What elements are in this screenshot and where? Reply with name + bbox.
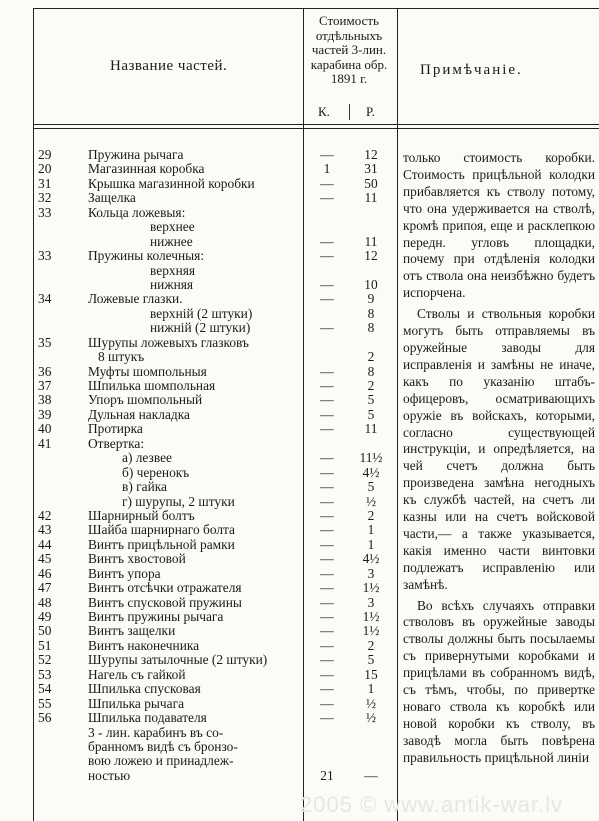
table-row: [0, 740, 400, 754]
part-name: Протирка: [88, 421, 143, 437]
price-kopeks: —: [320, 536, 334, 552]
parts-table-body: [0, 148, 400, 783]
price-rubles: 8: [367, 363, 375, 379]
part-number: 45: [38, 551, 52, 567]
table-row: [0, 292, 400, 306]
table-row: [0, 379, 400, 393]
table-row: [0, 220, 400, 234]
price-rubles: 1: [367, 536, 375, 552]
price-kopeks: —: [320, 363, 334, 379]
part-number: 20: [38, 161, 52, 177]
table-row: [0, 437, 400, 451]
part-name: в) гайка: [122, 479, 167, 495]
part-number: 32: [38, 190, 52, 206]
part-name: бранномъ видѣ съ бронзо-: [88, 738, 238, 754]
table-row: [0, 321, 400, 335]
part-name: Упоръ шомпольный: [88, 392, 203, 408]
table-row: [0, 495, 400, 509]
part-name: Ложевые глазки.: [88, 291, 183, 307]
price-kopeks: —: [320, 594, 334, 610]
part-number: 39: [38, 406, 52, 422]
price-kopeks: —: [320, 681, 334, 697]
part-number: 51: [38, 637, 52, 653]
table-row: [0, 567, 400, 581]
part-number: 40: [38, 421, 52, 437]
table-row: [0, 451, 400, 465]
part-number: 44: [38, 536, 52, 552]
price-rubles: 12: [364, 147, 378, 162]
price-rubles: 2: [367, 349, 375, 365]
price-rubles: ½: [365, 710, 377, 726]
part-name: Шайба шарнирнаго болта: [88, 522, 235, 538]
price-kopeks: —: [320, 175, 334, 191]
price-rubles: ½: [365, 493, 377, 509]
price-rubles: 2: [367, 378, 375, 393]
price-rubles: 11½: [359, 450, 383, 466]
table-row: [0, 307, 400, 321]
table-row: [0, 191, 400, 205]
table-row: [0, 408, 400, 422]
table-row: [0, 668, 400, 682]
watermark: 2005 © www.antik-war.lv: [300, 792, 563, 817]
part-name: Пружины колечныя:: [88, 248, 205, 264]
table-row: [0, 538, 400, 552]
price-rubles: 5: [367, 479, 375, 495]
part-number: 56: [38, 710, 52, 726]
table-row: [0, 466, 400, 480]
header-double-rule: [33, 128, 599, 129]
price-rubles: 1½: [362, 623, 380, 639]
part-number: 41: [38, 435, 52, 451]
part-number: 46: [38, 565, 52, 581]
price-kopeks: 1: [323, 161, 331, 177]
price-rubles: 10: [364, 276, 378, 292]
table-row: [0, 769, 400, 783]
price-kopeks: —: [320, 276, 334, 292]
price-kopeks: —: [320, 565, 334, 581]
part-number: 53: [38, 666, 52, 682]
part-name: нижняя: [150, 276, 194, 292]
part-name: б) черенокъ: [122, 464, 190, 480]
part-name: Шпилька рычага: [88, 695, 185, 711]
price-rubles: 5: [367, 652, 375, 668]
price-kopeks: —: [320, 406, 334, 422]
price-kopeks: —: [320, 652, 334, 668]
part-name: Шарнирный болтъ: [88, 507, 195, 523]
price-kopeks: —: [320, 623, 334, 639]
part-name: Нагель съ гайкой: [88, 666, 186, 682]
price-rubles: 3: [367, 594, 375, 610]
note-paragraph: Во всѣхъ случаяхъ отправки стволовъ въ оружейные заводы стволы должны быть посылаемы съ привернутыми коробками и прицѣлами въ собранномъ видѣ, съ тѣмъ, чтобы, по привертке новаго ствола къ коробкѣ или новой коробки къ стволу, въ заводѣ могла быть повѣрена правильность прицѣльной линіи: [403, 597, 595, 765]
part-number: 42: [38, 507, 52, 523]
table-row: [0, 697, 400, 711]
part-number: 43: [38, 522, 52, 538]
price-rubles: 4½: [362, 464, 380, 480]
price-kopeks: —: [320, 522, 334, 538]
table-row: [0, 249, 400, 263]
price-kopeks: —: [320, 479, 334, 495]
part-name: Муфты шомпольныя: [88, 363, 207, 379]
price-rubles: 31: [364, 161, 378, 177]
price-rubles: 8: [367, 305, 375, 321]
price-kopeks: —: [320, 320, 334, 336]
part-number: 38: [38, 392, 52, 408]
part-name: вою ложею и принадлеж-: [88, 753, 234, 769]
price-rubles: 11: [364, 421, 378, 437]
table-row: [0, 148, 400, 162]
part-name: а) лезвее: [122, 450, 172, 466]
table-row: [0, 523, 400, 537]
part-name: верхній (2 штуки): [150, 305, 253, 321]
note-text: [403, 150, 595, 767]
table-row: [0, 336, 400, 350]
table-row: [0, 682, 400, 696]
part-number: 55: [38, 695, 52, 711]
price-kopeks: —: [320, 392, 334, 408]
part-name: Пружина рычага: [88, 147, 184, 162]
price-kopeks: —: [320, 580, 334, 596]
price-rubles: 2: [367, 637, 375, 653]
price-kopeks: —: [320, 378, 334, 393]
table-row: [0, 177, 400, 191]
price-rubles: 4½: [362, 551, 380, 567]
price-rubles: 5: [367, 406, 375, 422]
part-name: Винтъ прицѣльной рамки: [88, 536, 235, 552]
header-kopeks: К.: [318, 104, 330, 119]
part-name: Магазинная коробка: [88, 161, 205, 177]
price-rubles: 15: [364, 666, 378, 682]
header-top-rule: [33, 8, 599, 9]
table-row: [0, 350, 400, 364]
table-row: [0, 235, 400, 249]
part-number: 35: [38, 334, 52, 350]
part-number: 48: [38, 594, 52, 610]
part-name: Винтъ защелки: [88, 623, 176, 639]
table-row: [0, 596, 400, 610]
price-rubles: 12: [364, 248, 378, 264]
price-kopeks: —: [320, 507, 334, 523]
price-kopeks: —: [320, 551, 334, 567]
price-kopeks: 21: [320, 767, 334, 783]
part-number: 52: [38, 652, 52, 668]
table-row: [0, 162, 400, 176]
part-name: Винтъ хвостовой: [88, 551, 186, 567]
part-number: 29: [38, 147, 52, 162]
table-row: [0, 393, 400, 407]
price-rubles: 1½: [362, 580, 380, 596]
part-number: 31: [38, 175, 52, 191]
price-kopeks: —: [320, 464, 334, 480]
part-name: Шпилька шомпольная: [88, 378, 216, 393]
price-rubles: 11: [364, 190, 378, 206]
part-name: 3 - лин. карабинъ въ со-: [88, 724, 224, 740]
price-kopeks: —: [320, 637, 334, 653]
part-name: Винтъ отсѣчки отражателя: [88, 580, 242, 596]
part-number: 33: [38, 204, 52, 220]
part-number: 49: [38, 609, 52, 624]
table-row: [0, 726, 400, 740]
part-name: 8 штукъ: [98, 349, 145, 365]
part-name: Отвертка:: [88, 435, 145, 451]
price-kopeks: —: [320, 421, 334, 437]
part-number: 33: [38, 248, 52, 264]
price-rubles: 5: [367, 392, 375, 408]
table-row: [0, 711, 400, 725]
price-kopeks: —: [320, 493, 334, 509]
part-name: Защелка: [88, 190, 136, 206]
part-number: 54: [38, 681, 52, 697]
table-row: [0, 206, 400, 220]
part-name: верхнее: [150, 219, 195, 235]
price-rubles: 1: [367, 681, 375, 697]
table-row: [0, 754, 400, 768]
header-bottom-rule: [33, 124, 599, 125]
part-name: Винтъ наконечника: [88, 637, 200, 653]
price-kopeks: —: [320, 248, 334, 264]
table-row: [0, 610, 400, 624]
price-rubles: 50: [364, 175, 378, 191]
price-rubles: 9: [367, 291, 375, 307]
part-number: 36: [38, 363, 52, 379]
part-number: 47: [38, 580, 52, 596]
price-rubles: 8: [367, 320, 375, 336]
price-kopeks: —: [320, 291, 334, 307]
table-row: [0, 509, 400, 523]
part-name: Винтъ спусковой пружины: [88, 594, 242, 610]
header-rubles: Р.: [366, 104, 375, 119]
table-row: [0, 624, 400, 638]
note-paragraph: Стволы и ствольныя коробки могутъ быть отправляемы въ оружейные заводы для исправленія и замѣны не иначе, какъ по указанію штабъ-офицеровъ, осматривающихъ оружіе въ войскахъ, которыми, согласно существующей инструкціи, и опредѣляется, на чей счетъ должна быть произведена замѣна негодныхъ къ службѣ частей, на счетъ ли казны или на счетъ войсковой части,— а также указывается, какія именно части винтовки подлежатъ исправленію или замѣнѣ.: [403, 306, 595, 592]
part-number: 34: [38, 291, 52, 307]
part-name: Винтъ пружины рычага: [88, 609, 224, 624]
part-name: Шурупы затылочные (2 штуки): [88, 652, 268, 668]
header-cost-column: Стоимость отдѣльныхъ частей 3-лин. карабина обр. 1891 г.: [310, 13, 388, 86]
price-kopeks: —: [320, 147, 334, 162]
table-row: [0, 278, 400, 292]
table-row: [0, 264, 400, 278]
table-row: [0, 365, 400, 379]
part-name: нижній (2 штуки): [150, 320, 251, 336]
part-number: 50: [38, 623, 52, 639]
price-rubles: 3: [367, 565, 375, 581]
part-name: верхняя: [150, 262, 196, 278]
part-name: Шпилька спусковая: [88, 681, 201, 697]
part-number: 37: [38, 378, 52, 393]
price-kopeks: —: [320, 450, 334, 466]
header-subcolumn-divider: [349, 104, 350, 120]
header-note-column: Примѣчаніе.: [420, 62, 523, 78]
table-row: [0, 422, 400, 436]
table-row: [0, 639, 400, 653]
price-rubles: ½: [365, 695, 377, 711]
part-name: Шпилька подавателя: [88, 710, 207, 726]
price-rubles: 1: [367, 522, 375, 538]
part-name: нижнее: [150, 233, 193, 249]
price-rubles: —: [364, 767, 378, 783]
note-paragraph: только стоимость коробки. Стоимость прицѣльной колодки прибавляется къ стволу потому, что она удерживается на стволѣ, кромѣ припоя, еще и расклепкою передн. угловъ площадки, почему при отдѣленія колодки отъ ствола она неизбѣжно будетъ испорчена.: [403, 150, 595, 301]
table-row: [0, 653, 400, 667]
price-kopeks: —: [320, 233, 334, 249]
part-name: Шурупы ложевыхъ глазковъ: [88, 334, 249, 350]
table-row: [0, 480, 400, 494]
price-kopeks: —: [320, 190, 334, 206]
price-rubles: 1½: [362, 609, 380, 624]
price-rubles: 2: [367, 507, 375, 523]
part-name: ностью: [88, 767, 131, 783]
price-rubles: 11: [364, 233, 378, 249]
part-name: Дульная накладка: [88, 406, 190, 422]
price-kopeks: —: [320, 710, 334, 726]
header-name-column: Название частей.: [110, 58, 228, 74]
part-name: Крышка магазинной коробки: [88, 175, 255, 191]
part-name: г) шурупы, 2 штуки: [122, 493, 235, 509]
table-row: [0, 581, 400, 595]
part-name: Кольца ложевыя:: [88, 204, 186, 220]
price-kopeks: —: [320, 609, 334, 624]
table-row: [0, 552, 400, 566]
part-name: Винтъ упора: [88, 565, 161, 581]
price-kopeks: —: [320, 666, 334, 682]
price-kopeks: —: [320, 695, 334, 711]
